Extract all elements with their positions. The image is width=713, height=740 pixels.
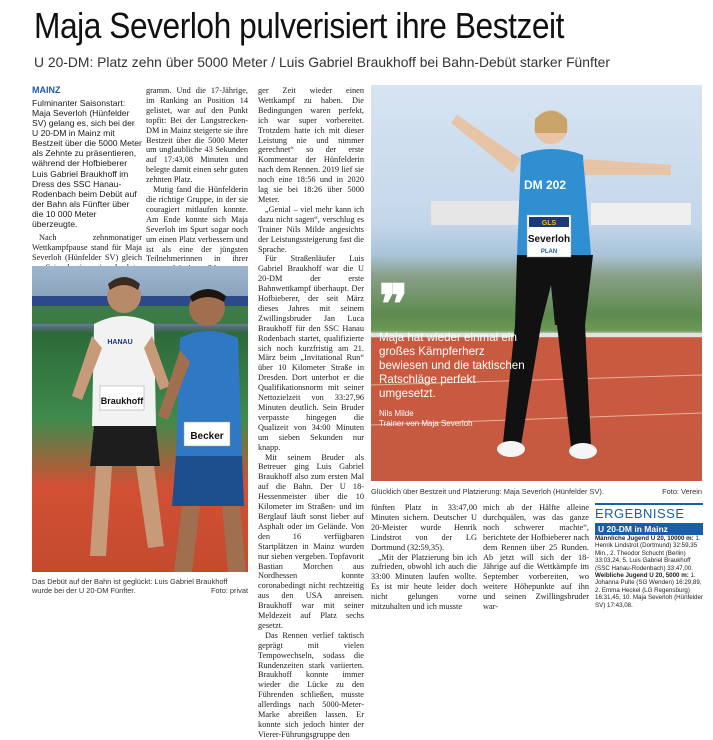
photo-maja-severloh: [371, 85, 702, 481]
article-column-5: [483, 503, 589, 612]
results-title: ERGEBNISSE: [595, 503, 703, 521]
results-subtitle: U 20-DM in Mainz: [595, 523, 703, 535]
body-paragraph: Mit seinem Bruder als Betreuer ging Luis Gabriel Braukhoff also zum ersten Mal auf die Bahn. Der U 18-Hessenmeister über die 10 Kilometer im Straßen- und im Berglauf läuft sonst lieber auf Asphalt oder im Gelände. Von den 16 verfügbaren Startplätzen in Mainz wurden nur sieben vergeben. Topfavorit Bastian Morchen aus Nordhessen konnte coronabedingt nicht rechtzeitig aus den USA anreisen. Braukhoff war mit seiner Meldezeit auf Platz sechs gesetzt.: [258, 452, 364, 630]
bib-name-braukhoff: Braukhoff: [100, 396, 144, 406]
body-paragraph: fünften Platz in 33:47,00 Minuten sichern. Deutscher U 20-Meister wurde Henrik Lindstrot von der LG Dortmund (32:59,35).: [371, 503, 477, 552]
results-body: [595, 535, 703, 609]
body-paragraph: gramm. Und die 17-Jährige, im Ranking an Position 14 gelistet, war auf den Punkt topfit: Bei der Langstrecken-DM in Mainz steigerte sie ihre Bestzeit über die 5000 Meter um unglaubliche 43 Sekunden auf 17:43,08 Minuten und belegte damit einen sehr guten zehnten Platz.: [146, 86, 248, 185]
shirt-text: HANAU: [107, 339, 133, 346]
body-paragraph: mich ab der Hälfte alleine durchquälen, was das ganze noch schwerer machte“, berichtete der Hofbieberer nach dem Rennen über 25 Runden. Ab jetzt will sich der 18-Jährige auf die Wettkämpfe im September vorbereiten, wo weitere Höhepunkte auf ihn und seinen Zwillingsbruder war-: [483, 503, 589, 612]
bib-sponsor: GLS: [541, 220, 557, 227]
body-paragraph: Das Rennen verlief taktisch geprägt mit vielen Tempowechseln, sodass die Rundenzeiten stark variierten. Braukhoff konnte immer wieder die Lücke zu den Führenden schließen, musste allerdings nach 5000-Meter-Marke abreißen lassen. Er konnte sich jedoch hinter der Vierer-Führungsgruppe den: [258, 630, 364, 739]
article-column-3: [258, 86, 364, 739]
photo-caption-left: [32, 577, 248, 595]
article-column-2: [146, 86, 248, 262]
quote-author-role: Trainer von Maja Severloh: [379, 419, 473, 428]
results-women-text: 1. Johanna Pulte (SG Wenden) 16:29,89, 2. Emma Heckel (LG Regensburg) 16:31,45, 10. Maja Severloh (Hünfelder SV) 17:43,08.: [595, 572, 704, 609]
runners-illustration: [32, 266, 248, 572]
article-column-4: [371, 503, 477, 612]
photo-credit: Foto: Verein: [662, 487, 702, 496]
results-men-label: Männliche Jugend U 20, 10000 m:: [595, 535, 694, 542]
body-paragraph: ger Zeit wieder einen Wettkampf zu haben. Die Bedingungen waren perfekt, ich war super vorbereitet. Trotzdem hatte ich mit dieser Leistung nie und nimmer gerechnet“ so der erste Kommentar der Hünfelderin nach dem Rennen. 2019 lief sie noch eine 18:56 und in 2020 lag sie bei 18:26 über 5000 Meter.: [258, 86, 364, 204]
article-headline: Maja Severloh pulverisiert ihre Bestzeit: [34, 5, 564, 46]
article-lead: Fulminanter Saisonstart: Maja Severloh (Hünfelder SV) gelang es, sich bei der U 20-DM in Mainz mit Bestzeit über die 5000 Meter als Zehnte zu präsentieren, während der Hofbieberer Luis Gabriel Braukhoff im Dress des SSC Hanau-Rodenbach beim Debüt auf der Bahn als Fünfter über die 10 000 Meter überzeugte.: [32, 97, 142, 230]
body-paragraph: „Mit der Platzierung bin ich zufrieden, obwohl ich auch die 33:00 Minuten laufen wollte. Es ist mir heute leider doch nicht gelungen vorne mitzuhalten und ich musste: [371, 552, 477, 612]
body-paragraph: Mutig fand die Hünfelderin die richtige Gruppe, in der sie couragiert mitlaufen konnte. Am Ende konnte sich Maja Severloh im Spurt sogar noch um einen Platz verbessern und ist als eine der jüngsten Teilnehmerinnen in ihrer: [146, 185, 248, 264]
photo-credit: Foto: privat: [211, 586, 248, 595]
body-paragraph: „Genial – viel mehr kann ich dazu nicht sagen“, verschlug es Trainer Nils Milde angesichts der Leistungssteigerung fast die Sprache.: [258, 204, 364, 254]
bib-name-severloh: Severloh: [527, 234, 571, 245]
article-subhead: U 20-DM: Platz zehn über 5000 Meter / Luis Gabriel Braukhoff bei Bahn-Debüt starker Fünfter: [34, 54, 610, 70]
body-paragraph: Für Straßenläufer Luis Gabriel Braukhoff war die U 20-DM der erste Bahnwettkampf überhaupt. Der Hofbieberer, der seit März dieses Jahres mit seinem Zwillingsbruder Jan Luca Braukhoff für den SSC Hanau Rodenbach startet, qualifizierte sich noch kurzfristig am 21. März beim „Invitational Run“ über 10 Kilometer Straße in Dresden. Dort unterbot er die Qualifikationsnorm mit seiner Nettozielzeit von 33:27,96 Minuten deutlich. Sein Bruder verpasste hingegen die Qualizeit von 34:00 Minuten um sieben Sekunden nur knapp.: [258, 254, 364, 452]
bib-name-becker: Becker: [190, 431, 224, 442]
results-men-text: 1. Henrik Lindstrot (Dortmund) 32:59,35 Min., 2. Theodor Schucht (Berlin) 33:03,24, 5. Luis Gabriel Braukhoff (SSC Hanau-Rodenbach) 33:47,00.: [595, 535, 701, 572]
quote-author-name: Nils Milde: [379, 409, 414, 418]
article-column-1: [32, 86, 142, 262]
caption-text: Glücklich über Bestzeit und Platzierung: Maja Severloh (Hünfelder SV).: [371, 487, 604, 496]
caption-text: Das Debüt auf der Bahn ist geglückt: Luis Gabriel Braukhoff wurde bei der U 20-DM Fünfter.: [32, 577, 228, 595]
bib-sponsor-2: PLAN: [540, 249, 558, 255]
dateline: MAINZ: [32, 85, 61, 95]
body-paragraph: Nach zehnmonatiger Wettkampfpause stand für Maja Severloh (Hünfelder SV) gleich: [32, 233, 142, 262]
quote-mark-icon: ❞: [379, 275, 409, 335]
results-women-label: Weibliche Jugend U 20, 5000 m:: [595, 572, 689, 580]
quote-author: [379, 409, 529, 429]
quote-box: [379, 275, 529, 429]
photo-runners: [32, 266, 248, 572]
quote-text: Maja hat wieder einmal ein großes Kämpferherz bewiesen und die taktischen Ratschläge perfekt umgesetzt.: [379, 331, 525, 400]
photo-caption-right: [371, 487, 702, 496]
shirt-text: DM 202: [523, 178, 567, 192]
